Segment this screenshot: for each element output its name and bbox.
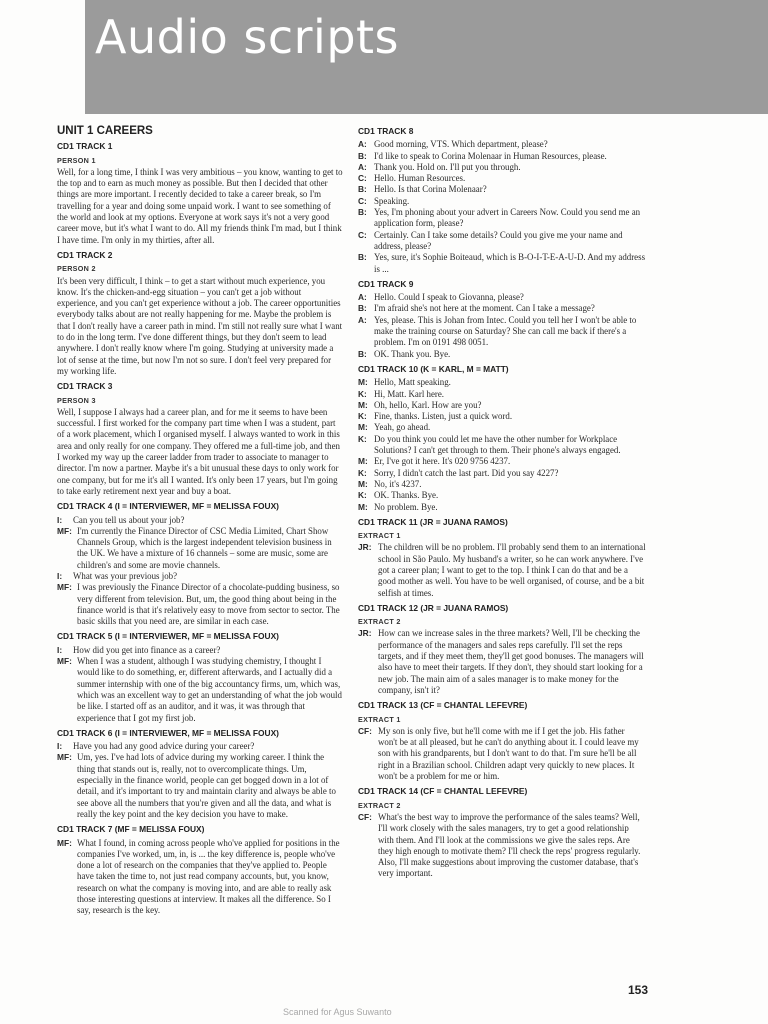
dialogue-line <box>358 151 646 162</box>
track-heading: CD1 TRACK 13 (CF = CHANTAL LEFEVRE) <box>358 700 528 711</box>
track-heading: CD1 TRACK 6 (I = INTERVIEWER, MF = MELISSA FOUX) <box>57 727 279 738</box>
track-heading: CD1 TRACK 9 <box>358 278 414 289</box>
track-heading: CD1 TRACK 14 (CF = CHANTAL LEFEVRE) <box>358 786 528 797</box>
right-column <box>358 122 646 880</box>
dialogue-text: Yeah, go ahead. <box>374 422 431 433</box>
dialogue <box>358 139 646 275</box>
dialogue-line <box>57 526 343 571</box>
dialogue-line <box>358 315 646 349</box>
dialogue-text: Thank you. Hold on. I'll put you through. <box>374 161 521 172</box>
speaker-label: CF: <box>358 811 372 822</box>
track-heading: CD1 TRACK 5 (I = INTERVIEWER, MF = MELISSA FOUX) <box>57 631 279 642</box>
dialogue-text: Do you think you could let me have the other number for Workplace Solutions? I can't get through to them. Their phone's always engaged. <box>374 433 621 456</box>
dialogue-text: Oh, hello, Karl. How are you? <box>374 399 482 410</box>
dialogue-line <box>358 162 646 173</box>
dialogue-line <box>358 173 646 184</box>
track-heading: CD1 TRACK 2 <box>57 249 113 260</box>
dialogue-line <box>358 207 646 230</box>
dialogue-line <box>358 422 646 433</box>
script-paragraph: Well, I suppose I always had a career plan, and for me it seems to have been successful. I first worked for the company part time when I was a student, part of a work placement, which I organised myself. I always wanted to work in this area and only really for one company. They offered me a full-time job, and then I worked my way up the career ladder from trader to associate to manager to director. I'm now a partner. Maybe it's a bit unusual these days to only work for one company, but for me it's all I wanted. It's only been 17 years, but I'm going to take early retirement next year and buy a boat. <box>57 406 340 496</box>
dialogue-line <box>57 515 343 526</box>
speaker-label: B: <box>358 303 367 314</box>
dialogue-line <box>358 377 646 388</box>
speaker-label: C: <box>358 173 367 184</box>
extract-label: EXTRACT 1 <box>358 531 401 541</box>
dialogue-line <box>358 490 646 501</box>
speaker-label: JR: <box>358 628 372 639</box>
dialogue-line <box>358 479 646 490</box>
speaker-label: M: <box>358 422 368 433</box>
dialogue-text: I'm afraid she's not here at the moment. Can I take a message? <box>374 303 595 314</box>
dialogue-text: Can you tell us about your job? <box>73 514 185 525</box>
page-number: 153 <box>628 983 649 997</box>
speaker-label: K: <box>358 467 367 478</box>
header-band <box>85 0 768 114</box>
extract-label: EXTRACT 2 <box>358 617 401 627</box>
dialogue-text: My son is only five, but he'll come with me if I get the job. His father won't be at all pleased, but he can't do anything about it. I could leave my son with his grandparents, but I don't want to do that. I'm sure he'll be all right in a Brazilian school. Children adapt very quickly to new places. It won't be a problem for me or him. <box>378 725 639 782</box>
dialogue <box>358 812 646 880</box>
dialogue-line <box>358 502 646 513</box>
dialogue <box>57 645 343 724</box>
dialogue-text: Um, yes. I've had lots of advice during my working career. I think the thing that stands out is, really, not to overcomplicate things. Um, especially in the finance world, people can get bogged down in a lot of detail, and it's important to try and maintain clarity and always be able to see above all the numbers that you're given and all the data, and what is really the key point and the key decision you have to make. <box>77 752 336 819</box>
dialogue-text: What I found, in coming across people who've applied for positions in the companies I've worked, um, in, is ... the key difference is, people who've done a lot of research on the companies that they've applied to. People have taken the time to, not just read company accounts, but, you know, research on what the company is moving into, and are able to really ask those interesting questions at interview. It makes all the difference. So I say, research is the key. <box>77 837 340 916</box>
dialogue-line <box>358 389 646 400</box>
dialogue-text: OK. Thank you. Bye. <box>374 348 451 359</box>
speaker-label: A: <box>358 314 367 325</box>
dialogue-line <box>57 571 343 582</box>
dialogue-line <box>358 196 646 207</box>
speaker-label: I: <box>57 514 63 525</box>
dialogue <box>57 838 343 917</box>
dialogue-text: How can we increase sales in the three markets? Well, I'll be checking the performance of the managers and sales reps carefully. I'll set the reps targets, and if they meet them, they'll get good bonuses. The managers will also have to meet their targets. If they don't, they should start looking for a new job. The main aim of a sales manager is to make money for the company, isn't it? <box>378 628 644 695</box>
track-heading: CD1 TRACK 7 (MF = MELISSA FOUX) <box>57 824 205 835</box>
speaker-label: K: <box>358 411 367 422</box>
dialogue-text: Hello, Matt speaking. <box>374 377 451 388</box>
dialogue-line <box>358 434 646 457</box>
dialogue <box>57 741 343 820</box>
speaker-label: JR: <box>358 542 372 553</box>
dialogue-line <box>358 400 646 411</box>
speaker-label: MF: <box>57 837 72 848</box>
dialogue-text: Hello. Could I speak to Giovanna, please? <box>374 292 524 303</box>
speaker-label: B: <box>358 348 367 359</box>
speaker-label: MF: <box>57 656 72 667</box>
dialogue <box>358 726 646 782</box>
dialogue-text: Er, I've got it here. It's 020 9756 4237. <box>374 456 511 467</box>
dialogue-line <box>358 292 646 303</box>
speaker-label: I: <box>57 741 63 752</box>
speaker-label: K: <box>358 388 367 399</box>
dialogue <box>358 542 646 598</box>
dialogue-text: What's the best way to improve the performance of the sales teams? Well, I'll work closely with the sales managers, try to get a good relationship with them. And I'll look at the commissions we give the sales reps. Are they high enough to motivate them? I'll check the reps' progress regularly. Also, I'll make suggestions about improving the customer database, that's very important. <box>378 811 641 879</box>
dialogue-text: I was previously the Finance Director of a chocolate-pudding business, so very different from television. But, um, the good thing about being in the finance world is that it's relatively easy to move from sector to sector. The basic skills that you need are, are similar in each case. <box>77 582 340 627</box>
scan-credit: Scanned for Agus Suwanto <box>283 1007 392 1017</box>
script-paragraph: It's been very difficult, I think – to get a start without much experience, you know. It's the chicken-and-egg situation – you can't get a job without experience, and you can't get experience without a job. The career opportunities everybody talks about are not really happening for me. Maybe the problem is that I don't really have a career path in mind. I'm still not really sure what I want to do in the long term. I've done different things, but they don't seem to lead anywhere. I don't really know where I'm going. Studying at university made a lot of sense at the time, but now I'm not so sure. I don't feel very prepared for my working life. <box>57 275 343 376</box>
speaker-label: C: <box>358 195 367 206</box>
speaker-label: B: <box>358 184 367 195</box>
speaker-label: M: <box>358 501 368 512</box>
dialogue <box>358 292 646 360</box>
person-label: PERSON 1 <box>57 155 96 165</box>
unit-title: UNIT 1 CAREERS <box>57 125 153 137</box>
track-heading: CD1 TRACK 8 <box>358 126 414 136</box>
dialogue-text: Hello. Human Resources. <box>374 173 466 184</box>
dialogue-text: Hi, Matt. Karl here. <box>374 388 444 399</box>
speaker-label: CF: <box>358 725 372 736</box>
dialogue-line <box>57 645 343 656</box>
dialogue-text: Yes, sure, it's Sophie Boiteaud, which is B-O-I-T-E-A-U-D. And my address is ... <box>374 252 646 274</box>
dialogue-line <box>358 139 646 150</box>
dialogue-text: OK. Thanks. Bye. <box>374 490 439 501</box>
track-heading: CD1 TRACK 4 (I = INTERVIEWER, MF = MELISSA FOUX) <box>57 501 279 512</box>
track-heading: CD1 TRACK 12 (JR = JUANA RAMOS) <box>358 602 509 613</box>
dialogue-text: What was your previous job? <box>73 570 178 581</box>
dialogue-line <box>57 656 343 724</box>
dialogue-line <box>57 582 343 627</box>
dialogue-line <box>358 349 646 360</box>
dialogue-line <box>358 456 646 467</box>
dialogue-line <box>358 542 646 598</box>
dialogue-text: When I was a student, although I was studying chemistry, I thought I would like to do something, er, different afterwards, and I actually did a summer internship with one of the big accountancy firms, um, which was, which was an excellent way to get an understanding of what the job would be like. I started off as an auditor, and it was, it was through that experience that I got my first job. <box>77 656 342 723</box>
dialogue-text: Hello. Is that Corina Molenaar? <box>374 184 487 195</box>
dialogue-line <box>358 628 646 696</box>
dialogue-text: The children will be no problem. I'll probably send them to an international school in São Paulo. My husband's a writer, so he can work anywhere. I've got a career plan; I want to get to the top. I think I can do that and be a good mother as well. You have to be well organised, of course, and be a bit selfish at times. <box>378 542 646 598</box>
speaker-label: MF: <box>57 525 72 536</box>
dialogue-text: Have you had any good advice during your career? <box>73 741 255 752</box>
dialogue-line <box>358 252 646 275</box>
speaker-label: MF: <box>57 582 72 593</box>
dialogue <box>358 628 646 696</box>
dialogue-line <box>358 230 646 253</box>
dialogue-text: I'd like to speak to Corina Molenaar in Human Resources, please. <box>374 150 607 161</box>
speaker-label: A: <box>358 139 367 150</box>
page-title: Audio scripts <box>95 10 400 64</box>
dialogue-text: Speaking. <box>374 195 410 206</box>
left-column <box>57 122 343 917</box>
speaker-label: M: <box>358 456 368 467</box>
dialogue-text: Yes, I'm phoning about your advert in Careers Now. Could you send me an application form, please? <box>374 207 641 229</box>
speaker-label: B: <box>358 150 367 161</box>
speaker-label: M: <box>358 478 368 489</box>
dialogue-text: How did you get into finance as a career? <box>73 644 221 655</box>
extract-label: EXTRACT 1 <box>358 714 401 724</box>
script-paragraph: Well, for a long time, I think I was very ambitious – you know, wanting to get to the top and to earn as much money as possible. But then I decided that other things are more important. I recently decided to take a career break, so I'm travelling for a year and doing some unpaid work. I want to see something of the world and look at my options. Everyone at work says it's not a very good career move, but it's what I want to do. All my friends think I'm mad, but I think I have time. I'm only in my thirties, after all. <box>57 166 343 245</box>
speaker-label: K: <box>358 490 367 501</box>
dialogue-text: Certainly. Can I take some details? Could you give me your name and address, please? <box>374 229 623 251</box>
dialogue-line <box>358 184 646 195</box>
speaker-label: I: <box>57 570 63 581</box>
dialogue-text: Sorry, I didn't catch the last part. Did you say 4227? <box>374 467 559 478</box>
dialogue-line <box>358 468 646 479</box>
extract-label: EXTRACT 2 <box>358 800 401 810</box>
dialogue-line <box>358 726 646 782</box>
dialogue-text: No problem. Bye. <box>374 501 438 512</box>
dialogue-text: Yes, please. This is Johan from Intec. Could you tell her I won't be able to make the training course on Saturday? She can call me back if there's a problem. I'm on 0191 498 0051. <box>374 314 637 348</box>
dialogue-text: No, it's 4237. <box>374 478 422 489</box>
speaker-label: I: <box>57 644 63 655</box>
person-label: PERSON 3 <box>57 395 96 405</box>
dialogue-text: I'm currently the Finance Director of CSC Media Limited, Chart Show Channels Group, which is the largest independent television business in the UK. We have a mixture of 16 channels – some are music, some are children's and some are movie channels. <box>77 525 332 570</box>
dialogue-line <box>358 812 646 880</box>
speaker-label: B: <box>358 252 367 263</box>
track-heading: CD1 TRACK 3 <box>57 381 113 392</box>
speaker-label: A: <box>358 292 367 303</box>
speaker-label: M: <box>358 399 368 410</box>
speaker-label: B: <box>358 207 367 218</box>
speaker-label: A: <box>358 161 367 172</box>
track-heading: CD1 TRACK 1 <box>57 141 113 152</box>
dialogue-text: Good morning, VTS. Which department, please? <box>374 139 548 150</box>
speaker-label: C: <box>358 229 367 240</box>
dialogue-line <box>358 411 646 422</box>
dialogue-line <box>57 741 343 752</box>
track-heading: CD1 TRACK 10 (K = KARL, M = MATT) <box>358 363 509 374</box>
speaker-label: M: <box>358 377 368 388</box>
dialogue-line <box>358 303 646 314</box>
dialogue <box>358 377 646 513</box>
dialogue-text: Fine, thanks. Listen, just a quick word. <box>374 411 513 422</box>
dialogue-line <box>57 752 343 820</box>
track-heading: CD1 TRACK 11 (JR = JUANA RAMOS) <box>358 516 508 527</box>
dialogue-line <box>57 838 343 917</box>
person-label: PERSON 2 <box>57 264 96 274</box>
speaker-label: MF: <box>57 752 72 763</box>
speaker-label: K: <box>358 433 367 444</box>
dialogue <box>57 515 343 628</box>
